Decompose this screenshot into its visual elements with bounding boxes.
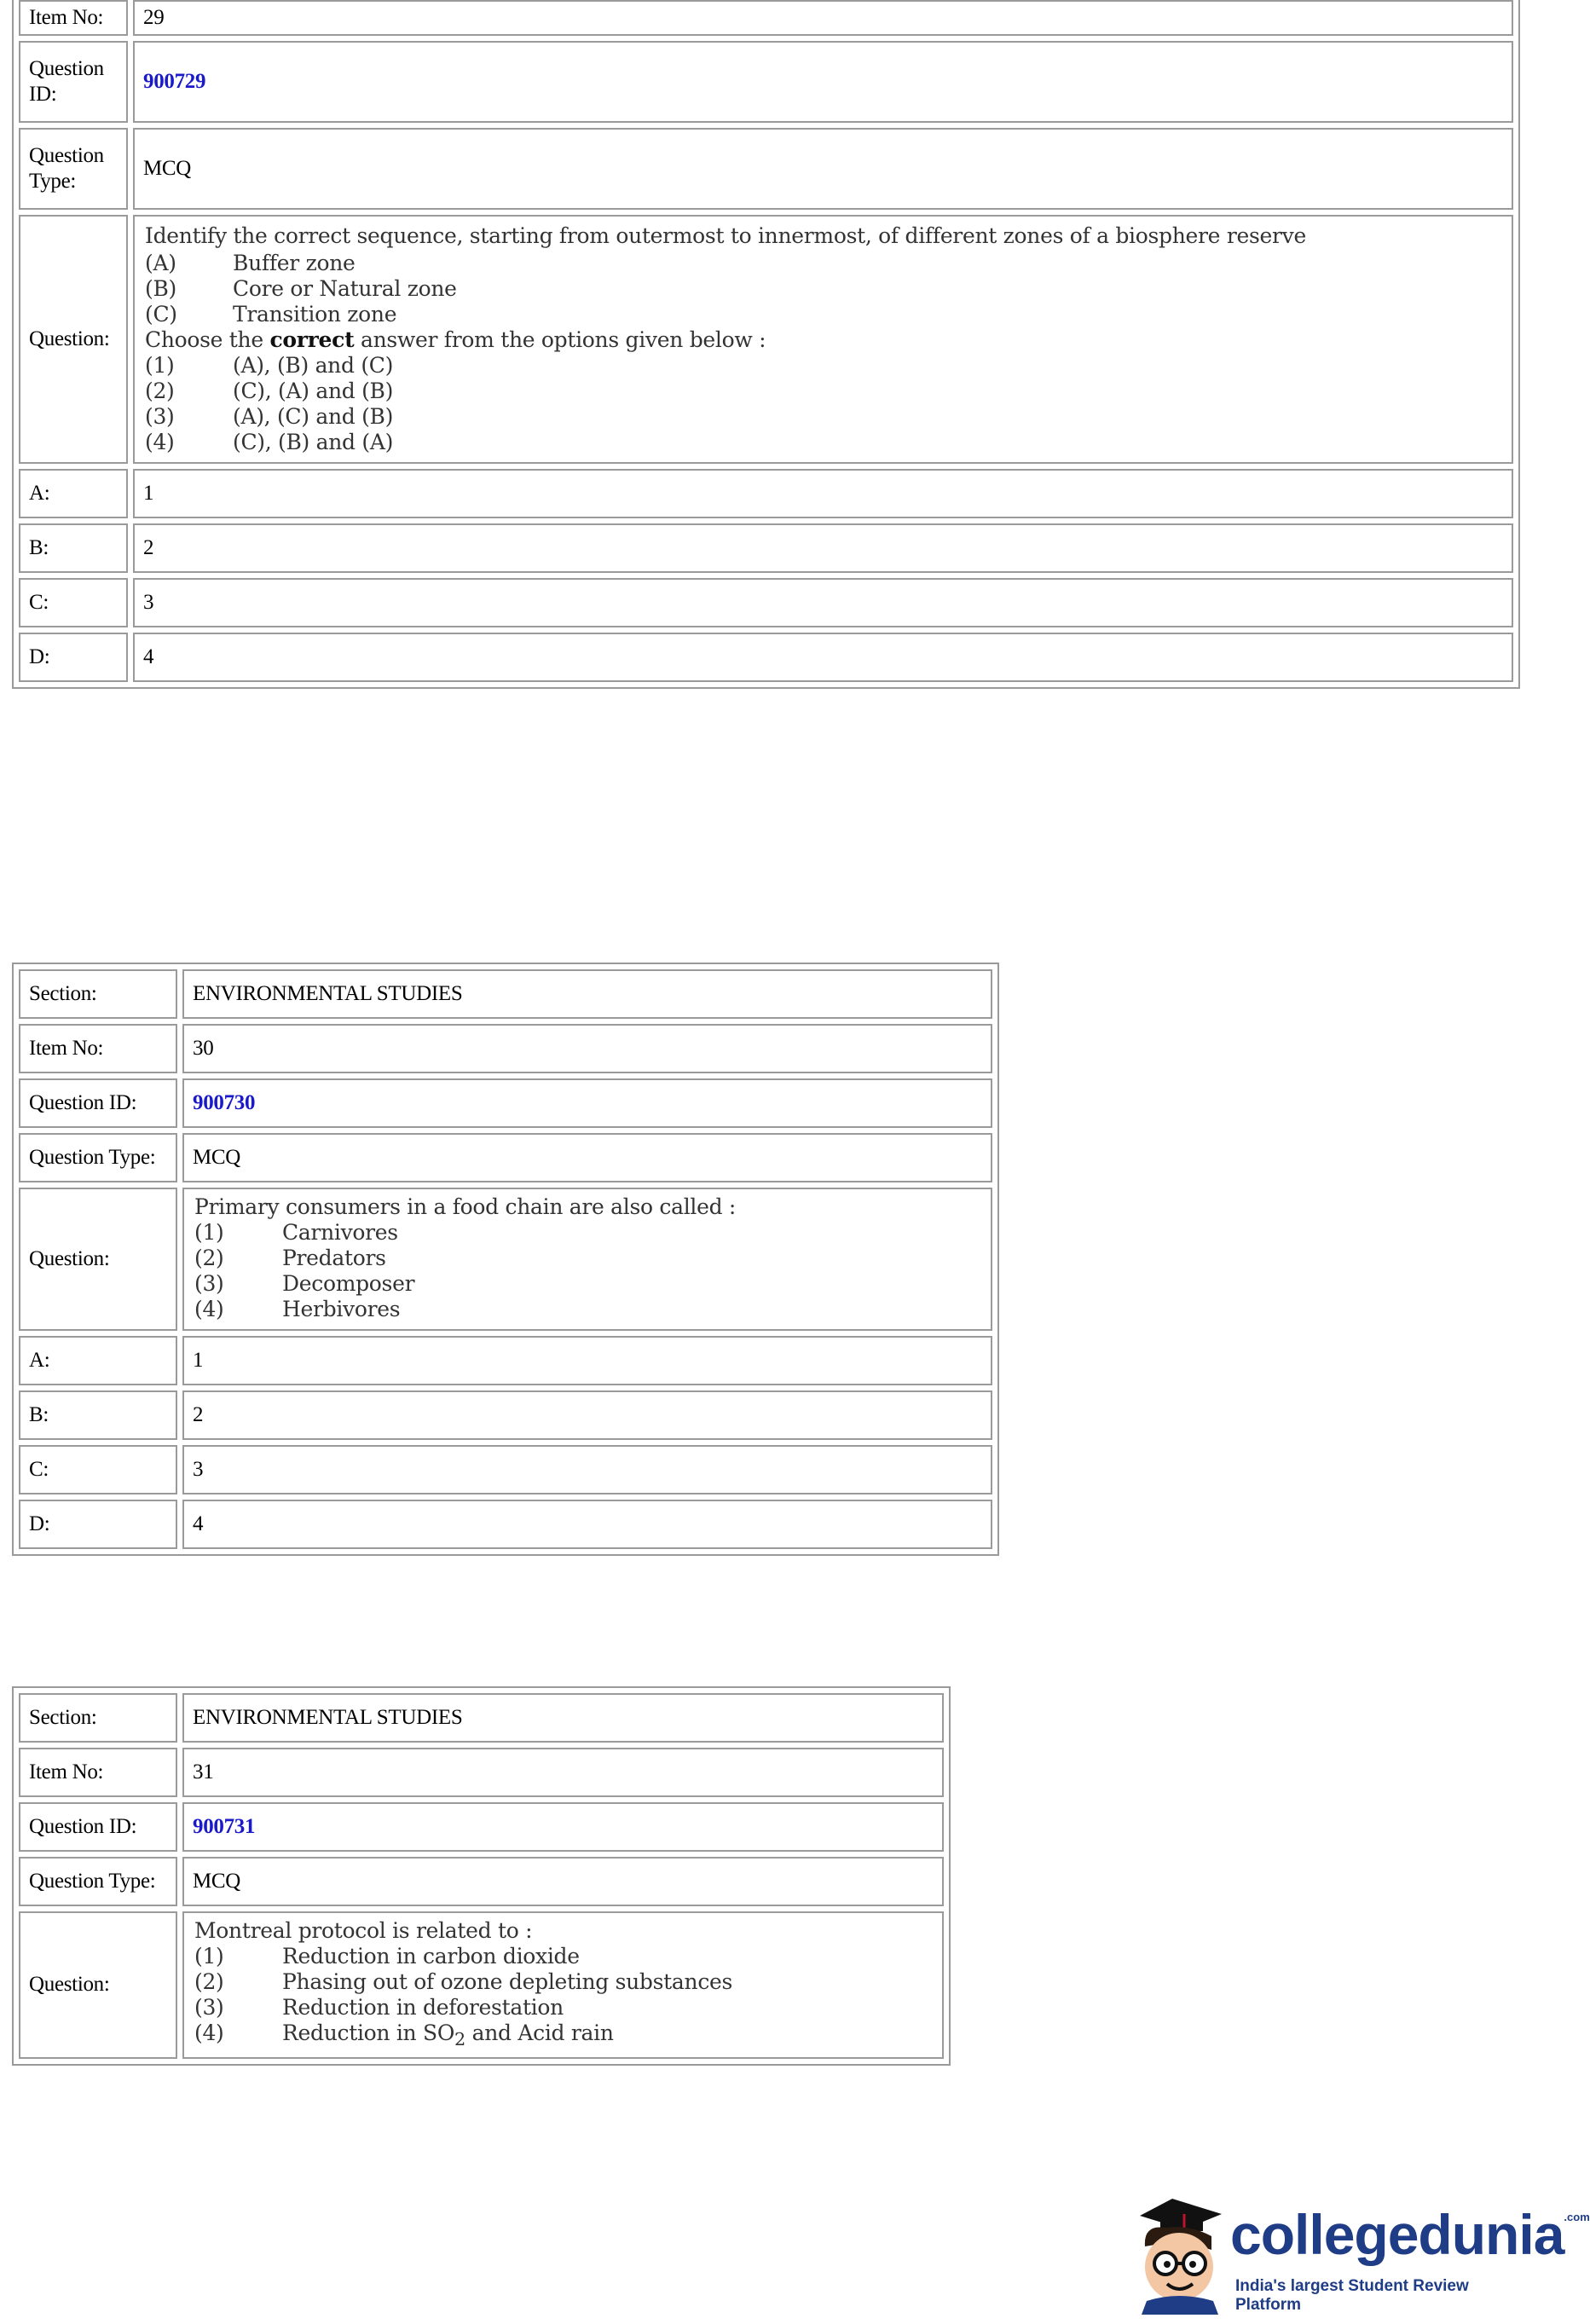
section-label: Section: xyxy=(19,1693,177,1743)
answer-value: 2 xyxy=(133,523,1513,573)
answer-row xyxy=(19,578,1513,627)
question-table-29 xyxy=(12,0,1520,689)
answer-row xyxy=(19,633,1513,682)
item-row xyxy=(19,0,1513,36)
item-label: Item No: xyxy=(19,1748,177,1797)
answer-row xyxy=(19,1445,992,1494)
question-id-label: Question ID: xyxy=(19,1802,177,1852)
item-value: 31 xyxy=(182,1748,944,1797)
option-item: (2) Predators xyxy=(194,1246,386,1270)
option-item: (1) Carnivores xyxy=(194,1220,398,1245)
option-item: (2) Phasing out of ozone depleting substances xyxy=(194,1969,733,1994)
answer-label: A: xyxy=(19,1336,177,1385)
item-row xyxy=(19,1024,992,1073)
answer-row xyxy=(19,469,1513,518)
question-content xyxy=(133,215,1513,464)
question-table-31 xyxy=(12,1686,951,2066)
item-value: 30 xyxy=(182,1024,992,1073)
question-stem: Montreal protocol is related to : xyxy=(194,1918,533,1943)
section-row xyxy=(19,1693,944,1743)
option-item: (4) (C), (B) and (A) xyxy=(145,429,394,454)
question-id-value: 900730 xyxy=(182,1078,992,1128)
answer-label: C: xyxy=(19,1445,177,1494)
answer-value: 1 xyxy=(182,1336,992,1385)
question-type-label: Question Type: xyxy=(19,128,128,210)
item-value: 29 xyxy=(133,0,1513,36)
question-row xyxy=(19,215,1513,464)
answer-label: D: xyxy=(19,1500,177,1549)
section-value: ENVIRONMENTAL STUDIES xyxy=(182,969,992,1019)
question-stem: Primary consumers in a food chain are also called : xyxy=(194,1194,737,1219)
section-row xyxy=(19,969,992,1019)
item-label: Item No: xyxy=(19,1024,177,1073)
question-type-row xyxy=(19,1133,992,1182)
list-item: (B) Core or Natural zone xyxy=(145,275,457,301)
question-stem: Identify the correct sequence, starting from outermost to innermost, of different zones of a biosphere reserve xyxy=(145,223,1306,248)
option-item: (3) (A), (C) and (B) xyxy=(145,403,394,429)
question-label: Question: xyxy=(19,215,128,464)
question-row xyxy=(19,1188,992,1331)
answer-value: 4 xyxy=(133,633,1513,682)
section-value: ENVIRONMENTAL STUDIES xyxy=(182,1693,944,1743)
option-item: (3) Reduction in deforestation xyxy=(194,1995,564,2020)
answer-row xyxy=(19,1336,992,1385)
question-row xyxy=(19,1911,944,2059)
question-type-label: Question Type: xyxy=(19,1133,177,1182)
answer-value: 1 xyxy=(133,469,1513,518)
answer-value: 3 xyxy=(133,578,1513,627)
item-row xyxy=(19,1748,944,1797)
question-id-label: Question ID: xyxy=(19,1078,177,1128)
answer-row xyxy=(19,523,1513,573)
section-label: Section: xyxy=(19,969,177,1019)
answer-value: 4 xyxy=(182,1500,992,1549)
question-type-label: Question Type: xyxy=(19,1857,177,1906)
question-label: Question: xyxy=(19,1911,177,2059)
option-item: (1) (A), (B) and (C) xyxy=(145,352,394,378)
question-id-value: 900729 xyxy=(133,41,1513,123)
question-content xyxy=(182,1188,992,1331)
answer-label: C: xyxy=(19,578,128,627)
question-id-label: Question ID: xyxy=(19,41,128,123)
instruction: Choose the correct answer from the options given below : xyxy=(145,327,766,352)
collegedunia-logo[interactable] xyxy=(1130,2195,1590,2315)
option-item: (4) Reduction in $SO_2$ and Acid rain xyxy=(194,2020,614,2049)
question-type-row xyxy=(19,1857,944,1906)
question-type-value: MCQ xyxy=(133,128,1513,210)
answer-row xyxy=(19,1390,992,1440)
list-item: (C) Transition zone xyxy=(145,301,397,327)
question-id-row xyxy=(19,1078,992,1128)
question-id-row xyxy=(19,1802,944,1852)
question-type-value: MCQ xyxy=(182,1133,992,1182)
question-id-value: 900731 xyxy=(182,1802,944,1852)
question-id-row xyxy=(19,41,1513,123)
question-type-row xyxy=(19,128,1513,210)
answer-row xyxy=(19,1500,992,1549)
answer-label: B: xyxy=(19,523,128,573)
mascot-icon xyxy=(1130,2195,1230,2315)
option-item: (1) Reduction in carbon dioxide xyxy=(194,1944,580,1968)
answer-label: A: xyxy=(19,469,128,518)
option-item: (4) Herbivores xyxy=(194,1297,401,1321)
question-label: Question: xyxy=(19,1188,177,1331)
item-label: Item No: xyxy=(19,0,128,36)
answer-label: B: xyxy=(19,1390,177,1440)
answer-value: 2 xyxy=(182,1390,992,1440)
question-type-value: MCQ xyxy=(182,1857,944,1906)
option-item: (3) Decomposer xyxy=(194,1271,415,1296)
question-table-30 xyxy=(12,963,999,1556)
option-item: (2) (C), (A) and (B) xyxy=(145,378,394,403)
list-item: (A) Buffer zone xyxy=(145,250,356,275)
answer-value: 3 xyxy=(182,1445,992,1494)
question-content xyxy=(182,1911,944,2059)
brand-tagline: India's largest Student Review Platform xyxy=(1235,2277,1469,2314)
answer-label: D: xyxy=(19,633,128,682)
brand-name: collegedunia$^{.com}$ xyxy=(1230,2203,1590,2266)
